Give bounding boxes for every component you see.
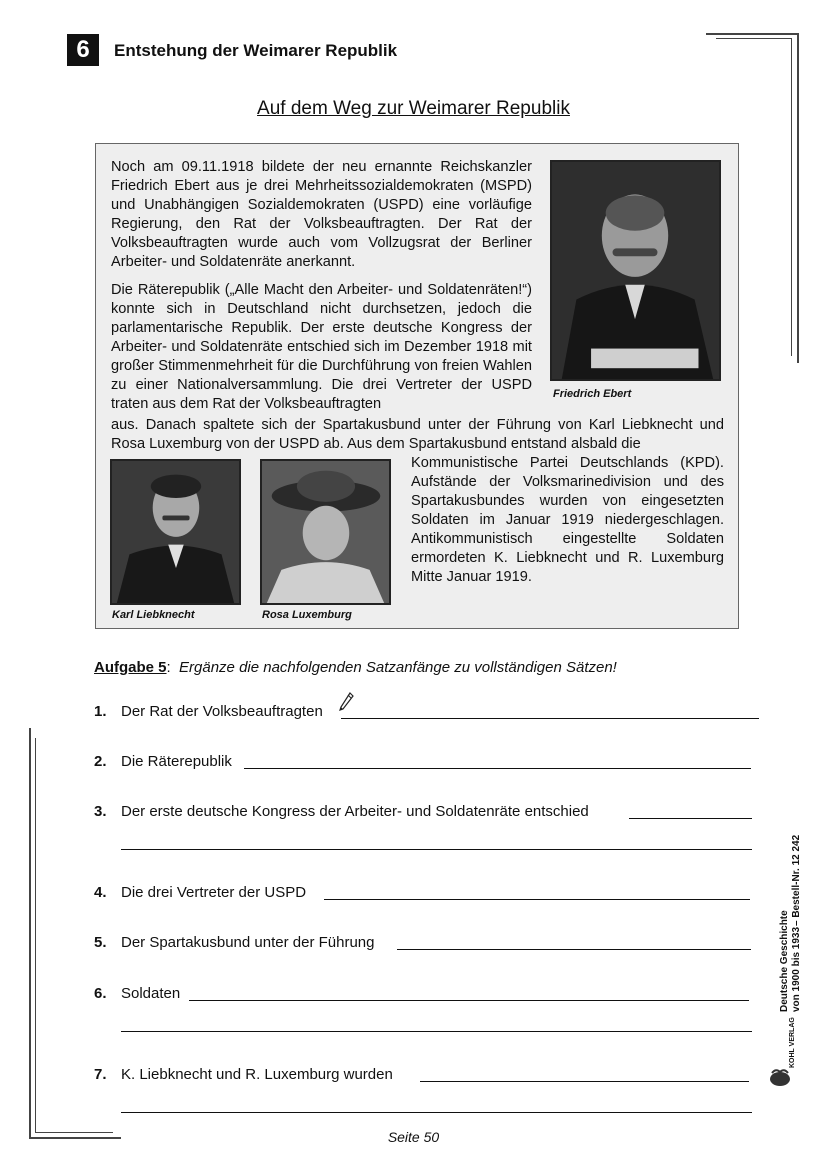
side-book-title-line1: Deutsche Geschichte xyxy=(779,910,790,1012)
frame-right-line xyxy=(797,33,799,363)
photo-friedrich-ebert xyxy=(550,160,721,381)
answer-line-6b[interactable] xyxy=(121,1031,752,1032)
caption-karl-liebknecht: Karl Liebknecht xyxy=(112,609,195,621)
pencil-icon xyxy=(338,692,354,714)
answer-line-5[interactable] xyxy=(397,949,751,950)
task-colon: : xyxy=(166,659,171,676)
question-text-4: Die drei Vertreter der USPD xyxy=(121,884,307,901)
frame-top-line-inner xyxy=(716,38,792,39)
caption-rosa-luxemburg: Rosa Luxemburg xyxy=(262,609,352,621)
side-book-title-line2: von 1900 bis 1933 xyxy=(791,926,802,1012)
paragraph-1: Noch am 09.11.1918 bildete der neu ernannte Reichskanzler Friedrich Ebert aus je drei Mehrheitssozialdemokraten (MSPD) und Unabhängigen Sozialdemokraten (USPD) eine vorläufige Regierung, den Rat der Volksbeauftragten. Der Rat der Volksbeauftragten wurde auch vom Vollzugsrat der Berliner Arbeiter- und Soldatenräte anerkannt. xyxy=(111,159,532,270)
paragraph-2-top: Die Räterepublik („Alle Macht den Arbeiter- und Soldatenräten!“) konnte sich in Deutschland nicht durchsetzen, jedoch die parlamentarische Republik. Der erste deutsche Kongress der Arbeiter- und Soldatenräte entschied sich im Dezember 1918 mit großer Stimmenmehrheit für die Durchführung von freien Wahlen zu einer Nationalversammlung. Die drei Vertreter der USPD traten aus dem Rat der Volksbeauftragten xyxy=(111,282,532,412)
question-number-1: 1. xyxy=(94,703,107,720)
answer-line-3a[interactable] xyxy=(629,818,752,819)
page-number: Seite 50 xyxy=(387,1129,440,1145)
question-number-2: 2. xyxy=(94,753,107,770)
page-title: Auf dem Weg zur Weimarer Republik xyxy=(257,98,570,119)
question-text-1: Der Rat der Volksbeauftragten xyxy=(121,703,323,720)
question-text-6: Soldaten xyxy=(121,985,181,1002)
answer-line-1[interactable] xyxy=(341,718,759,719)
task-instruction: Ergänze die nachfolgenden Satzanfänge zu vollständigen Sätzen! xyxy=(179,659,617,676)
chapter-number: 6 xyxy=(67,34,99,66)
answer-line-4[interactable] xyxy=(324,899,750,900)
frame-left-line xyxy=(29,728,31,1138)
answer-line-2[interactable] xyxy=(244,768,751,769)
paragraph-2-mid: aus. Danach spaltete sich der Spartakusbund unter der Führung von Karl Liebknecht und Rosa Luxemburg von der USPD ab. Aus dem Spartakusbund entstand alsbald die xyxy=(111,417,724,452)
side-order-number: – Bestell-Nr. 12 242 xyxy=(791,834,802,926)
caption-friedrich-ebert: Friedrich Ebert xyxy=(553,388,632,400)
answer-line-6a[interactable] xyxy=(189,1000,749,1001)
question-text-3: Der erste deutsche Kongress der Arbeiter- und Soldatenräte entschied xyxy=(121,803,589,820)
question-number-6: 6. xyxy=(94,985,107,1002)
photo-karl-liebknecht xyxy=(110,459,241,605)
task-label: Aufgabe 5 xyxy=(94,659,167,676)
side-publisher: KOHL VERLAG xyxy=(789,1017,796,1068)
question-number-7: 7. xyxy=(94,1066,107,1083)
question-text-5: Der Spartakusbund unter der Führung xyxy=(121,934,375,951)
photo-rosa-luxemburg xyxy=(260,459,391,605)
task-header xyxy=(94,659,617,676)
frame-left-line-inner xyxy=(35,738,36,1133)
answer-line-3b[interactable] xyxy=(121,849,752,850)
publisher-logo-icon xyxy=(768,1068,792,1088)
question-number-3: 3. xyxy=(94,803,107,820)
question-text-2: Die Räterepublik xyxy=(121,753,232,770)
chapter-title: Entstehung der Weimarer Republik xyxy=(114,41,398,60)
question-number-5: 5. xyxy=(94,934,107,951)
answer-line-7b[interactable] xyxy=(121,1112,752,1113)
frame-top-line xyxy=(706,33,798,35)
question-text-7: K. Liebknecht und R. Luxemburg wurden xyxy=(121,1066,393,1083)
question-number-4: 4. xyxy=(94,884,107,901)
answer-line-7a[interactable] xyxy=(420,1081,749,1082)
frame-right-line-inner xyxy=(791,38,792,356)
paragraph-2-bottom: Kommunistische Partei Deutschlands (KPD). Aufstände der Volksmarinedivision und des Spartakusbundes wurden von eingesetzten Soldaten im Januar 1919 niedergeschlagen. Antikommunistisch eingestellte Soldaten ermordeten K. Liebknecht und R. Luxemburg Mitte Januar 1919. xyxy=(411,455,724,585)
